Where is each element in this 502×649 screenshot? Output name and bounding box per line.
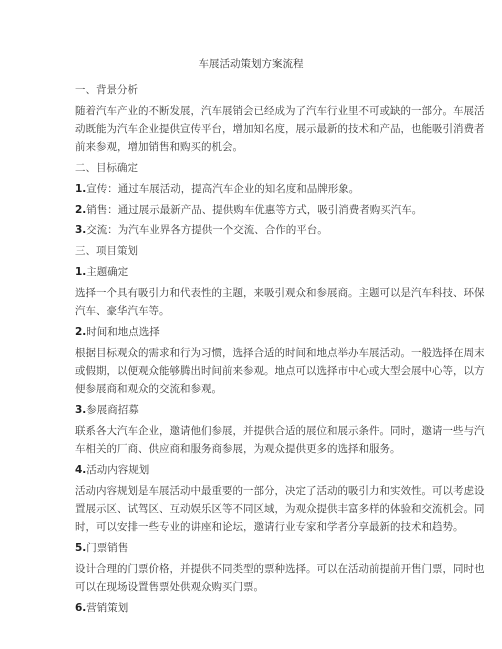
- plan-item-title: 营销策划: [86, 602, 129, 614]
- paragraph-line: 设计合理的门票价格，并提供不同类型的票种选择。可以在活动前提前开售门票，同时也: [75, 563, 485, 575]
- plan-item-number: 6.: [75, 602, 87, 614]
- goal-item: [75, 203, 435, 217]
- paragraph-line: 动既能为汽车企业提供宣传平台，增加知名度，展示最新的技术和产品，也能吸引消费者: [75, 123, 485, 135]
- paragraph-line: 选择一个具有吸引力和代表性的主题，来吸引观众和参展商。主题可以是汽车科技、环保: [75, 287, 485, 299]
- paragraph-line: 车相关的厂商、供应商和服务商参展，为观众提供更多的选择和服务。: [75, 443, 401, 455]
- plan-item-heading: [75, 265, 435, 279]
- goal-item-number: 3.: [75, 224, 87, 236]
- paragraph-line: 联系各大汽车企业，邀请他们参展，并提供合适的展位和展示条件。同时，邀请一些与汽: [75, 425, 485, 437]
- plan-item-title: 活动内容规划: [86, 464, 150, 476]
- section-heading-planning: 三、项目策划: [75, 245, 138, 257]
- paragraph-line: 可以在现场设置售票处供观众购买门票。: [75, 581, 264, 593]
- document-title: 车展活动策划方案流程: [198, 58, 304, 70]
- goal-item-text: 宣传：通过车展活动，提高汽车企业的知名度和品牌形象。: [86, 183, 360, 195]
- plan-item-number: 2.: [75, 326, 87, 338]
- goal-item-text: 销售：通过展示最新产品、提供购车优惠等方式，吸引消费者购买汽车。: [86, 204, 423, 216]
- paragraph-line: 随着汽车产业的不断发展，汽车展销会已经成为了汽车行业里不可或缺的一部分。车展活: [75, 105, 485, 117]
- section-heading-background: 一、背景分析: [75, 84, 138, 96]
- plan-item-heading: [75, 325, 435, 339]
- plan-item-number: 4.: [75, 464, 87, 476]
- paragraph-line: 汽车、豪华汽车等。: [75, 305, 170, 317]
- plan-item-title: 参展商招募: [86, 404, 139, 416]
- goal-item: [75, 182, 435, 196]
- paragraph-line: 便参展商和观众的交流和参观。: [75, 383, 222, 395]
- paragraph-line: 置展示区、试驾区、互动娱乐区等不同区域，为观众提供丰富多样的体验和交流机会。同: [75, 503, 485, 515]
- paragraph-line: 或假期，以便观众能够腾出时间前来参观。地点可以选择市中心或大型会展中心等，以方: [75, 365, 485, 377]
- goal-item-text: 交流：为汽车业界各方提供一个交流、合作的平台。: [86, 224, 328, 236]
- goal-item-number: 2.: [75, 204, 87, 216]
- paragraph-line: 活动内容规划是车展活动中最重要的一部分，决定了活动的吸引力和实效性。可以考虑设: [75, 485, 485, 497]
- plan-item-title: 主题确定: [86, 266, 129, 278]
- plan-item-number: 5.: [75, 542, 87, 554]
- goal-item: [75, 223, 435, 237]
- paragraph-line: 时，可以安排一些专业的讲座和论坛，邀请行业专家和学者分享最新的技术和趋势。: [75, 521, 464, 533]
- plan-item-heading: [75, 541, 435, 555]
- plan-item-title: 门票销售: [86, 542, 129, 554]
- section-heading-goals: 二、目标确定: [75, 162, 138, 174]
- plan-item-number: 1.: [75, 266, 87, 278]
- goal-item-number: 1.: [75, 183, 87, 195]
- plan-item-number: 3.: [75, 404, 87, 416]
- plan-item-heading: [75, 463, 435, 477]
- plan-item-heading: [75, 601, 435, 615]
- plan-item-heading: [75, 403, 435, 417]
- paragraph-line: 前来参观，增加销售和购买的机会。: [75, 141, 243, 153]
- plan-item-title: 时间和地点选择: [86, 326, 160, 338]
- paragraph-line: 根据目标观众的需求和行为习惯，选择合适的时间和地点举办车展活动。一般选择在周末: [75, 347, 485, 359]
